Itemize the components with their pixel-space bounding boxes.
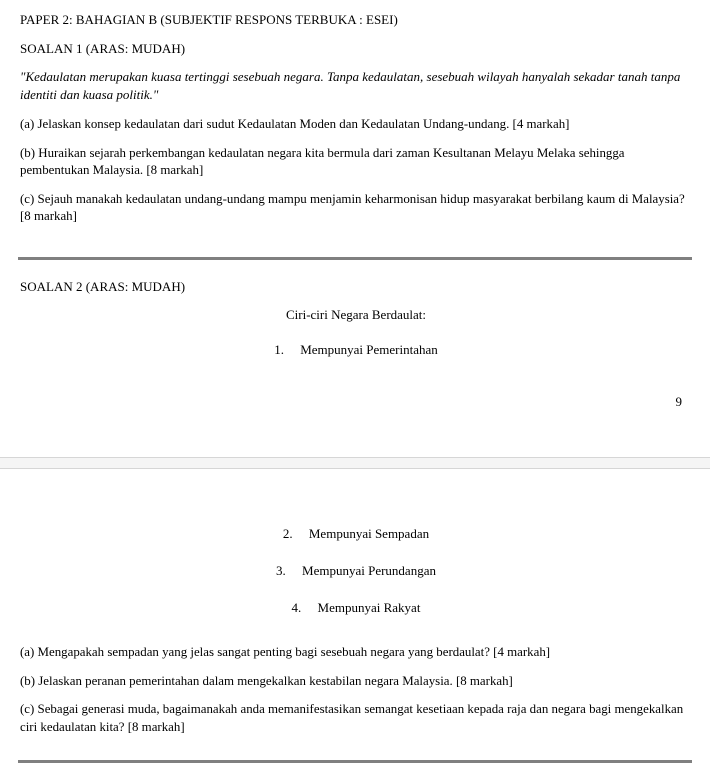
document-page-one — [0, 0, 710, 257]
soalan-1-question-b: (b) Huraikan sejarah perkembangan kedaulatan negara kita bermula dari zaman Kesultanan Melayu Melaka sehingga pembentukan Malaysia. [8 markah] — [20, 145, 625, 177]
list-item — [20, 525, 692, 542]
soalan-2-question-c: (c) Sebagai generasi muda, bagaimanakah anda memanifestasikan semangat kesetiaan kepada raja dan negara bagi mengekalkan ciri kedaulatan kita? [8 markah] — [20, 702, 684, 734]
list-item-number: 4. — [291, 600, 302, 615]
spacer-page-two-top — [20, 469, 692, 525]
spacer-page-bottom — [20, 410, 692, 457]
spacer-before-pagenum — [20, 378, 692, 394]
soalan-1-question-c: (c) Sejauh manakah kedaulatan undang-undang mampu menjamin keharmonisan hidup masyarakat berbilang kaum di Malaysia? [8 markah] — [20, 191, 685, 223]
list-item-label: Mempunyai Sempadan — [308, 526, 430, 541]
paper-header: PAPER 2: BAHAGIAN B (SUBJEKTIF RESPONS TERBUKA : ESEI) — [20, 12, 398, 27]
soalan-2-question-a: (a) Mengapakah sempadan yang jelas sangat penting bagi sesebuah negara yang berdaulat? [4 markah] — [20, 645, 551, 659]
list-item-number: 2. — [282, 526, 293, 541]
page-break-gap — [0, 457, 710, 469]
list-item-label: Mempunyai Rakyat — [317, 600, 421, 615]
list-item-number: 3. — [276, 563, 286, 578]
list-item-label: Mempunyai Pemerintahan — [300, 342, 438, 357]
list-item — [20, 562, 692, 579]
soalan-2-heading: SOALAN 2 (ARAS: MUDAH) — [20, 278, 186, 294]
list-title: Ciri-ciri Negara Berdaulat: — [285, 307, 427, 322]
soalan-2-question-b: (b) Jelaskan peranan pemerintahan dalam mengekalkan kestabilan negara Malaysia. [8 markah] — [20, 673, 513, 688]
list-item — [20, 599, 692, 616]
spacer-before-bottom-rule — [20, 747, 692, 760]
page-number: 9 — [675, 394, 682, 409]
list-item-number: 1. — [274, 342, 284, 357]
soalan-1-question-a: (a) Jelaskan konsep kedaulatan dari sudut Kedaulatan Moden dan Kedaulatan Undang-undang. [4 markah] — [20, 117, 570, 131]
soalan-1-quote: "Kedaulatan merupakan kuasa tertinggi sesebuah negara. Tanpa kedaulatan, sesebuah wilayah hanyalah sekadar tanah tanpa identiti dan kuasa politik." — [20, 69, 681, 102]
list-item — [20, 341, 692, 358]
list-item-label: Mempunyai Perundangan — [302, 563, 436, 578]
spacer-before-rule — [20, 237, 692, 257]
document-page-one-lower — [0, 260, 710, 458]
document-page-two — [0, 469, 710, 760]
soalan-1-heading: SOALAN 1 (ARAS: MUDAH) — [20, 40, 186, 56]
spacer-before-questions — [20, 636, 692, 644]
